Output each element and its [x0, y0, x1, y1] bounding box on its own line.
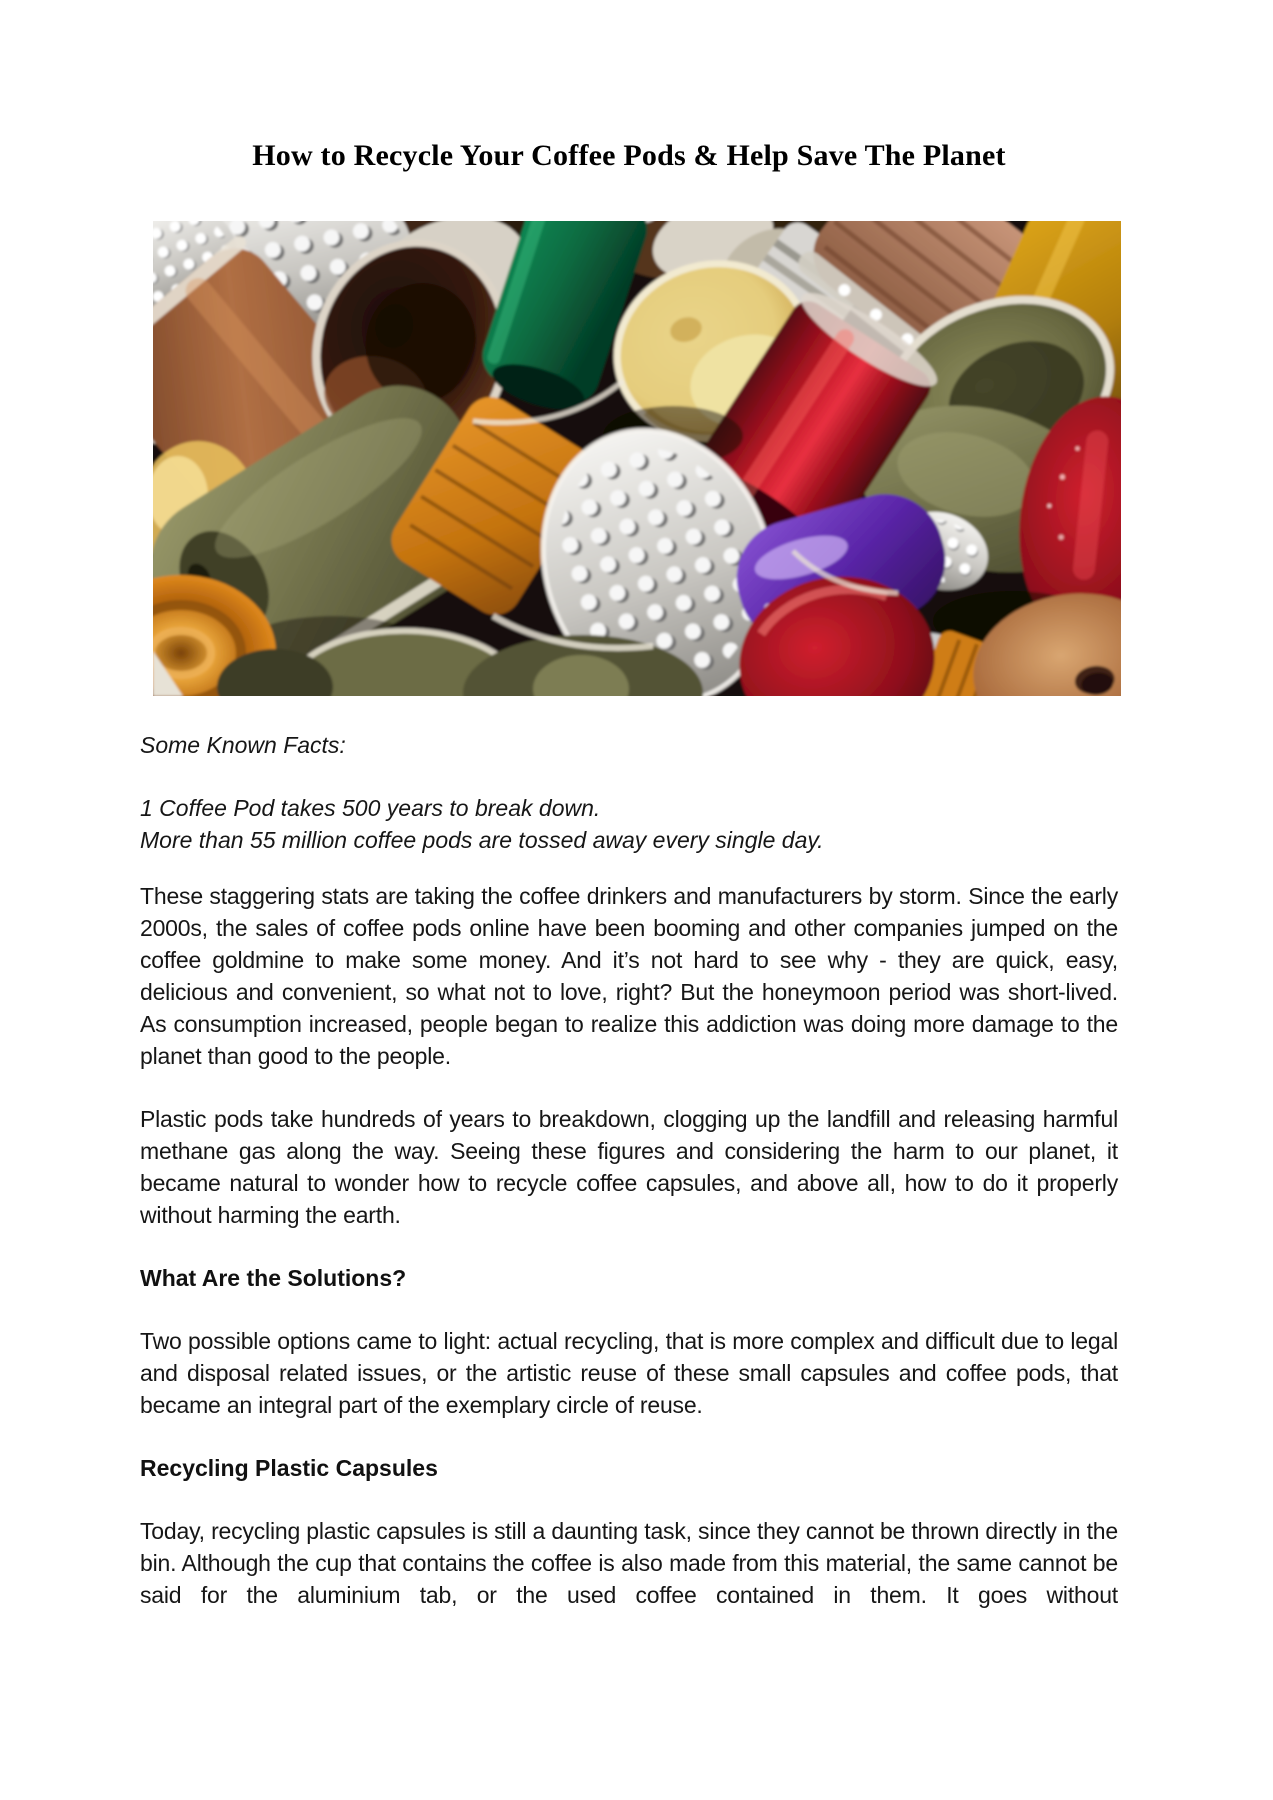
- paragraph-stats: These staggering stats are taking the coffee drinkers and manufacturers by storm. Since the early 2000s, the sales of coffee pods online have been booming and other companies jumped on the coffee goldmine to make some money. And it’s not hard to see why - they are quick, easy, delicious and convenient, so what not to love, right? But the honeymoon period was short-lived. As consumption increased, people began to realize this addiction was doing more damage to the planet than good to the people.: [140, 883, 1118, 1069]
- coffee-pods-photo: [153, 221, 1121, 696]
- document-content: [140, 0, 1118, 1611]
- heading-solutions: What Are the Solutions?: [140, 1265, 407, 1291]
- coffee-pods-illustration: [153, 221, 1121, 696]
- paragraph-solutions: Two possible options came to light: actual recycling, that is more complex and difficult due to legal and disposal related issues, or the artistic reuse of these small capsules and coffee pods, that became an integral part of the exemplary circle of reuse.: [140, 1328, 1118, 1418]
- heading-recycling-plastic-capsules: Recycling Plastic Capsules: [140, 1455, 438, 1481]
- facts-intro: Some Known Facts:: [140, 732, 346, 758]
- paragraph-recycling: Today, recycling plastic capsules is still a daunting task, since they cannot be thrown directly in the bin. Although the cup that contains the coffee is also made from this material, the same cannot be said for the aluminium tab, or the used coffee contained in them. It goes without: [140, 1518, 1118, 1608]
- paragraph-plastic-pods: Plastic pods take hundreds of years to breakdown, clogging up the landfill and releasing harmful methane gas along the way. Seeing these figures and considering the harm to our planet, it became natural to wonder how to recycle coffee capsules, and above all, how to do it properly without harming the earth.: [140, 1106, 1118, 1228]
- fact-line: More than 55 million coffee pods are tossed away every single day.: [140, 827, 824, 853]
- page-title: How to Recycle Your Coffee Pods & Help Save The Planet: [252, 139, 1006, 172]
- fact-line: 1 Coffee Pod takes 500 years to break down.: [140, 795, 601, 821]
- facts-list: [140, 792, 1118, 856]
